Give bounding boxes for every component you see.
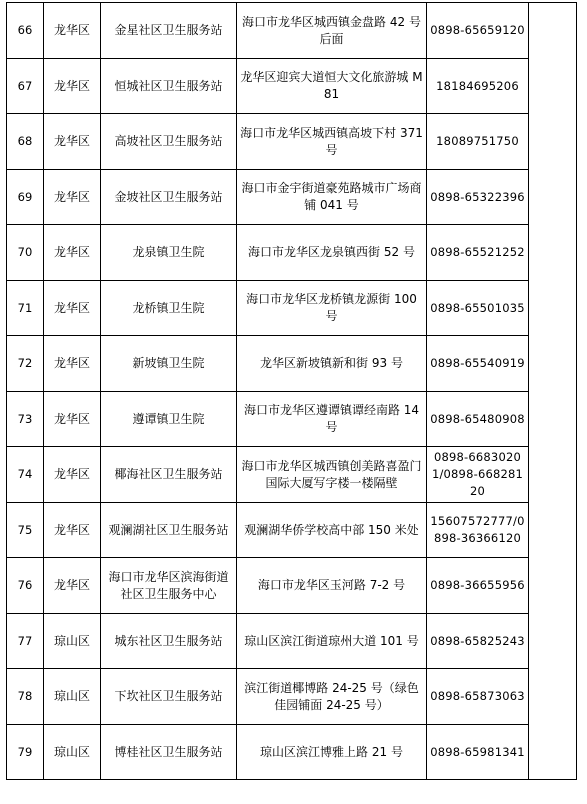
empty-cell (529, 170, 577, 225)
table-row (7, 614, 577, 669)
facility-name-cell: 观澜湖社区卫生服务站 (101, 503, 237, 558)
district-cell: 琼山区 (44, 614, 101, 669)
phone-cell: 0898-36655956 (427, 558, 529, 614)
phone-cell: 0898-65322396 (427, 170, 529, 225)
district-cell: 龙华区 (44, 170, 101, 225)
address-cell: 海口市龙华区城西镇金盘路 42 号后面 (237, 3, 427, 59)
row-number: 74 (7, 447, 44, 503)
district-cell: 龙华区 (44, 281, 101, 336)
district-cell: 龙华区 (44, 392, 101, 447)
empty-cell (529, 281, 577, 336)
phone-cell: 0898-65659120 (427, 3, 529, 59)
empty-cell (529, 503, 577, 558)
phone-cell: 0898-65480908 (427, 392, 529, 447)
phone-cell: 0898-65981341 (427, 725, 529, 780)
row-number: 66 (7, 3, 44, 59)
district-cell: 龙华区 (44, 336, 101, 392)
district-cell: 龙华区 (44, 225, 101, 281)
empty-cell (529, 447, 577, 503)
address-cell: 观澜湖华侨学校高中部 150 米处 (237, 503, 427, 558)
table-row (7, 225, 577, 281)
phone-cell: 18184695206 (427, 59, 529, 114)
table-row (7, 114, 577, 170)
address-cell: 海口市龙华区遵谭镇谭经南路 14 号 (237, 392, 427, 447)
district-cell: 琼山区 (44, 725, 101, 780)
empty-cell (529, 614, 577, 669)
phone-cell: 0898-65540919 (427, 336, 529, 392)
facility-name-cell: 龙桥镇卫生院 (101, 281, 237, 336)
address-cell: 滨江街道椰博路 24-25 号（绿色佳园铺面 24-25 号） (237, 669, 427, 725)
address-cell: 海口市龙华区玉河路 7-2 号 (237, 558, 427, 614)
empty-cell (529, 3, 577, 59)
phone-cell: 15607572777/0898-36366120 (427, 503, 529, 558)
facility-name-cell: 海口市龙华区滨海街道社区卫生服务中心 (101, 558, 237, 614)
address-cell: 龙华区新坡镇新和街 93 号 (237, 336, 427, 392)
facility-name-cell: 新坡镇卫生院 (101, 336, 237, 392)
phone-cell: 0898-65873063 (427, 669, 529, 725)
facility-name-cell: 城东社区卫生服务站 (101, 614, 237, 669)
clinic-table (6, 2, 577, 780)
phone-cell: 18089751750 (427, 114, 529, 170)
empty-cell (529, 225, 577, 281)
empty-cell (529, 558, 577, 614)
row-number: 78 (7, 669, 44, 725)
table-row (7, 503, 577, 558)
empty-cell (529, 336, 577, 392)
facility-name-cell: 遵谭镇卫生院 (101, 392, 237, 447)
row-number: 69 (7, 170, 44, 225)
table-row (7, 558, 577, 614)
table-row (7, 281, 577, 336)
district-cell: 龙华区 (44, 3, 101, 59)
address-cell: 海口市龙华区城西镇高坡下村 371 号 (237, 114, 427, 170)
row-number: 72 (7, 336, 44, 392)
table-row (7, 170, 577, 225)
address-cell: 海口市金宇街道豪苑路城市广场商铺 041 号 (237, 170, 427, 225)
district-cell: 龙华区 (44, 114, 101, 170)
phone-cell: 0898-65521252 (427, 225, 529, 281)
row-number: 68 (7, 114, 44, 170)
table-row (7, 3, 577, 59)
district-cell: 龙华区 (44, 558, 101, 614)
row-number: 75 (7, 503, 44, 558)
phone-cell: 0898-65825243 (427, 614, 529, 669)
empty-cell (529, 392, 577, 447)
table-body (7, 3, 577, 780)
district-cell: 龙华区 (44, 503, 101, 558)
table-row (7, 392, 577, 447)
table-row (7, 336, 577, 392)
phone-cell: 0898-66830201/0898-66828120 (427, 447, 529, 503)
facility-name-cell: 下坎社区卫生服务站 (101, 669, 237, 725)
table-row (7, 447, 577, 503)
district-cell: 龙华区 (44, 59, 101, 114)
address-cell: 琼山区滨江街道琼州大道 101 号 (237, 614, 427, 669)
empty-cell (529, 59, 577, 114)
row-number: 67 (7, 59, 44, 114)
address-cell: 琼山区滨江博雅上路 21 号 (237, 725, 427, 780)
phone-cell: 0898-65501035 (427, 281, 529, 336)
facility-name-cell: 博桂社区卫生服务站 (101, 725, 237, 780)
table-row (7, 59, 577, 114)
facility-name-cell: 高坡社区卫生服务站 (101, 114, 237, 170)
facility-name-cell: 金星社区卫生服务站 (101, 3, 237, 59)
row-number: 76 (7, 558, 44, 614)
address-cell: 海口市龙华区龙桥镇龙源街 100 号 (237, 281, 427, 336)
empty-cell (529, 669, 577, 725)
address-cell: 龙华区迎宾大道恒大文化旅游城 M81 (237, 59, 427, 114)
row-number: 77 (7, 614, 44, 669)
row-number: 71 (7, 281, 44, 336)
address-cell: 海口市龙华区龙泉镇西街 52 号 (237, 225, 427, 281)
district-cell: 龙华区 (44, 447, 101, 503)
facility-name-cell: 恒城社区卫生服务站 (101, 59, 237, 114)
address-cell: 海口市龙华区城西镇创美路喜盈门国际大厦写字楼一楼隔壁 (237, 447, 427, 503)
row-number: 79 (7, 725, 44, 780)
empty-cell (529, 725, 577, 780)
empty-cell (529, 114, 577, 170)
table-row (7, 725, 577, 780)
facility-name-cell: 椰海社区卫生服务站 (101, 447, 237, 503)
row-number: 73 (7, 392, 44, 447)
district-cell: 琼山区 (44, 669, 101, 725)
facility-name-cell: 金坡社区卫生服务站 (101, 170, 237, 225)
facility-name-cell: 龙泉镇卫生院 (101, 225, 237, 281)
table-row (7, 669, 577, 725)
row-number: 70 (7, 225, 44, 281)
